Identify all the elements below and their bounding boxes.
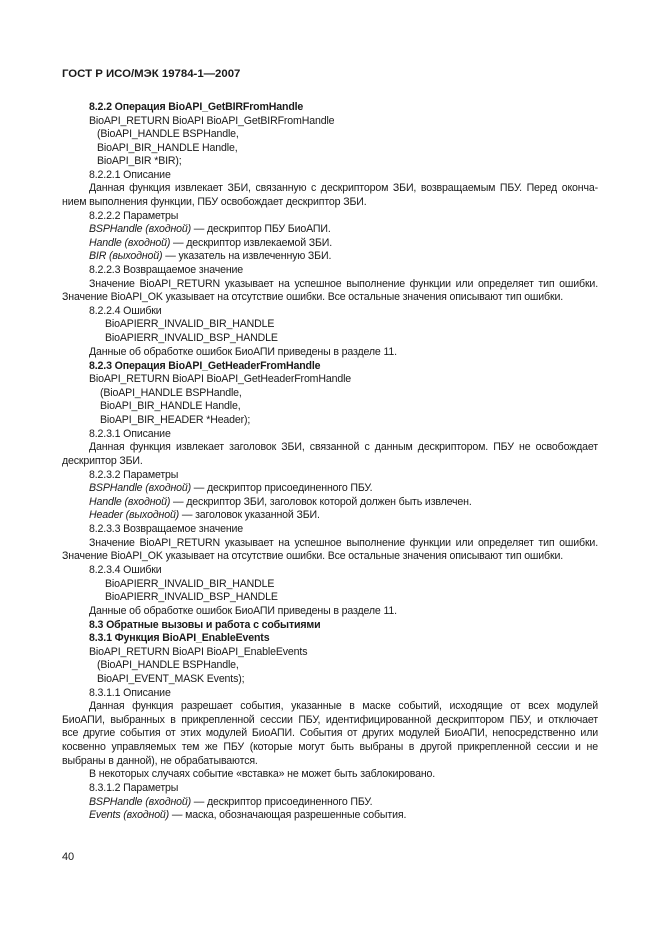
code-line: BioAPI_BIR_HANDLE Handle, — [100, 400, 241, 412]
paragraph-line: Данные об обработке ошибок БиоАПИ приведены в разделе 11. — [89, 605, 397, 617]
parameter-name: BIR (выходной) — [89, 250, 163, 262]
code-line: BioAPI_BIR *BIR); — [97, 155, 182, 167]
parameter-name: Handle (входной) — [89, 496, 171, 508]
subsection-heading: 8.2.3.2 Параметры — [89, 469, 179, 481]
paragraph-line: Значение BioAPI_OK указывает на отсутствие ошибки. Все остальные значения описывают тип ошибки. — [62, 291, 564, 303]
subsection-heading: 8.2.2.2 Параметры — [89, 210, 179, 222]
code-line: BioAPI_BIR_HANDLE Handle, — [97, 142, 238, 154]
section-heading-8-3: 8.3 Обратные вызовы и работа с событиями — [89, 619, 321, 631]
parameter-name: Handle (входной) — [89, 237, 171, 249]
parameter-line — [89, 250, 331, 263]
parameter-description: — дескриптор присоединенного ПБУ. — [191, 796, 373, 808]
parameter-description: — дескриптор ПБУ БиоАПИ. — [191, 223, 331, 235]
parameter-line — [89, 223, 331, 236]
parameter-line — [89, 482, 372, 495]
code-line: (BioAPI_HANDLE BSPHandle, — [97, 659, 239, 671]
parameter-name: Header (выходной) — [89, 509, 180, 521]
subsection-heading: 8.3.1.1 Описание — [89, 687, 171, 699]
paragraph-line: Данные об обработке ошибок БиоАПИ приведены в разделе 11. — [89, 346, 397, 358]
parameter-description: — заголовок указанной ЗБИ. — [179, 509, 320, 521]
subsection-heading: 8.2.3.4 Ошибки — [89, 564, 162, 576]
error-code: BioAPIERR_INVALID_BIR_HANDLE — [105, 318, 275, 330]
paragraph-line: Данная функция разрешает события, указанные в маске событий, исходящие от всех модулей — [89, 700, 598, 712]
code-line: BioAPI_EVENT_MASK Events); — [97, 673, 245, 685]
code-line: BioAPI_RETURN BioAPI BioAPI_EnableEvents — [89, 646, 308, 658]
paragraph-line: косвенно управляемых тем же ПБУ (которые могут быть выбраны в другой прикрепленной сессии и не — [62, 741, 598, 753]
code-line: BioAPI_RETURN BioAPI BioAPI_GetHeaderFromHandle — [89, 373, 352, 385]
paragraph-line: Данная функция извлекает ЗБИ, связанную с дескриптором ЗБИ, возвращаемым ПБУ. Перед оконча- — [89, 182, 598, 194]
parameter-name: BSPHandle (входной) — [89, 796, 191, 808]
parameter-description: — дескриптор ЗБИ, заголовок которой должен быть извлечен. — [170, 496, 472, 508]
paragraph-line: В некоторых случаях событие «вставка» не может быть заблокировано. — [89, 768, 436, 780]
page-number: 40 — [62, 851, 74, 863]
paragraph-line: Значение BioAPI_RETURN указывает на успешное выполнение функции или определяет тип ошибки. — [89, 537, 598, 549]
paragraph-line: БиоАПИ, выбранных в прикрепленной сессии ПБУ, идентифицированной дескриптором ПБУ, и отключает — [62, 714, 598, 726]
section-heading-8-2-2: 8.2.2 Операция BioAPI_GetBIRFromHandle — [89, 101, 304, 113]
parameter-name: Events (входной) — [89, 809, 170, 821]
standard-header: ГОСТ Р ИСО/МЭК 19784-1—2007 — [62, 68, 241, 80]
subsection-heading: 8.2.2.4 Ошибки — [89, 305, 162, 317]
parameter-line — [89, 809, 406, 822]
code-line: (BioAPI_HANDLE BSPHandle, — [100, 387, 242, 399]
parameter-line — [89, 796, 372, 809]
parameter-line — [89, 509, 320, 522]
parameter-line — [89, 237, 332, 250]
error-code: BioAPIERR_INVALID_BSP_HANDLE — [105, 591, 278, 603]
paragraph-line: нием выполнения функции, ПБУ освобождает дескриптор ЗБИ. — [62, 196, 367, 208]
subsection-heading: 8.2.2.3 Возвращаемое значение — [89, 264, 244, 276]
section-heading-8-3-1: 8.3.1 Функция BioAPI_EnableEvents — [89, 632, 270, 644]
parameter-description: — дескриптор присоединенного ПБУ. — [191, 482, 373, 494]
parameter-name: BSPHandle (входной) — [89, 482, 191, 494]
subsection-heading: 8.2.2.1 Описание — [89, 169, 171, 181]
parameter-name: BSPHandle (входной) — [89, 223, 191, 235]
parameter-description: — дескриптор извлекаемой ЗБИ. — [170, 237, 333, 249]
paragraph-line: Данная функция извлекает заголовок ЗБИ, связанной с данным дескриптором. ПБУ не освобождает — [89, 441, 598, 453]
code-line: BioAPI_BIR_HEADER *Header); — [100, 414, 251, 426]
section-heading-8-2-3: 8.2.3 Операция BioAPI_GetHeaderFromHandle — [89, 360, 321, 372]
code-line: BioAPI_RETURN BioAPI BioAPI_GetBIRFromHandle — [89, 115, 335, 127]
parameter-description: — указатель на извлеченную ЗБИ. — [162, 250, 332, 262]
paragraph-line: Значение BioAPI_RETURN указывает на успешное выполнение функции или определяет тип ошибки. — [89, 278, 598, 290]
parameter-line — [89, 496, 472, 509]
code-line: (BioAPI_HANDLE BSPHandle, — [97, 128, 239, 140]
paragraph-line: Значение BioAPI_OK указывает на отсутствие ошибки. Все остальные значения описывают тип ошибки. — [62, 550, 564, 562]
subsection-heading: 8.2.3.3 Возвращаемое значение — [89, 523, 244, 535]
paragraph-line: дескриптор ЗБИ. — [62, 455, 143, 467]
error-code: BioAPIERR_INVALID_BSP_HANDLE — [105, 332, 278, 344]
subsection-heading: 8.2.3.1 Описание — [89, 428, 171, 440]
paragraph-line: все другие события от этих модулей БиоАПИ. События от других модулей БиоАПИ, непосредственно или — [62, 727, 598, 739]
error-code: BioAPIERR_INVALID_BIR_HANDLE — [105, 578, 275, 590]
subsection-heading: 8.3.1.2 Параметры — [89, 782, 179, 794]
paragraph-line: выбраны в данной), не обрабатываются. — [62, 755, 258, 767]
parameter-description: — маска, обозначающая разрешенные события. — [169, 809, 407, 821]
